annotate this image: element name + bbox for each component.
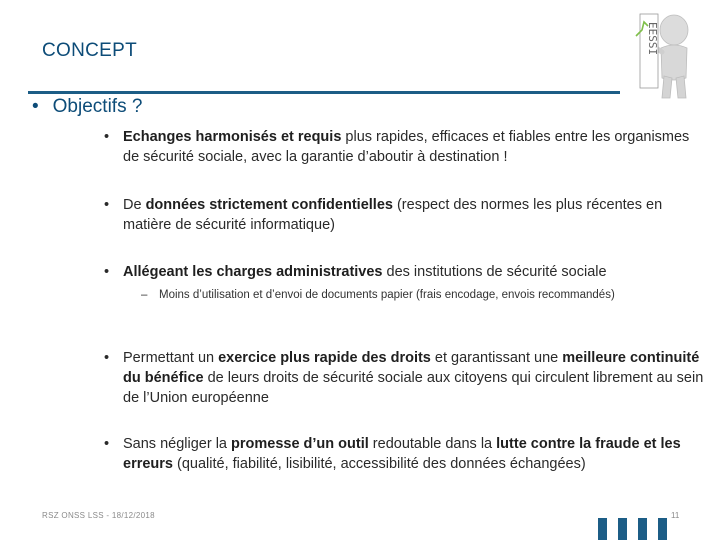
sub-item-text: Moins d’utilisation et d’envoi de documents papier (frais encodage, envois recommandés)	[159, 289, 615, 301]
item-bold: Allégeant les charges administratives	[123, 264, 383, 280]
bullet: •	[104, 264, 110, 280]
list-item	[104, 348, 704, 408]
item-text: plus rapides, efficaces et fiables entre les organismes de sécurité sociale, avec la garantie d’aboutir à destination !	[123, 129, 690, 165]
sign-board	[636, 14, 659, 88]
title-underline	[28, 91, 620, 94]
item-text: de leurs droits de sécurité sociale aux citoyens qui circulent librement au sein de l’Union européenne	[123, 370, 704, 406]
figure-holding-sign-illustration	[626, 8, 692, 104]
item-text: (qualité, fiabilité, lisibilité, accessibilité des données échangées)	[172, 456, 586, 472]
bullet: •	[104, 129, 110, 145]
item-bold: exercice plus rapide des droits	[218, 350, 431, 366]
item-text: des institutions de sécurité sociale	[382, 264, 607, 280]
item-bold: lutte contre la fraude et les erreurs	[123, 436, 681, 472]
sign-text: EESSI	[646, 22, 659, 56]
list-item	[104, 262, 704, 282]
bullet: •	[104, 350, 110, 366]
item-text: redoutable dans la	[368, 436, 497, 452]
item-text: et garantissant une	[430, 350, 563, 366]
item-bold: données strictement confidentielles	[145, 197, 393, 213]
item-text: Permettant un	[123, 350, 219, 366]
list-item	[104, 195, 704, 235]
item-bold: promesse d’un outil	[231, 436, 369, 452]
list-item	[104, 127, 704, 167]
heading-text: Objectifs ?	[52, 96, 143, 117]
page-title: CONCEPT	[42, 40, 137, 61]
bullet: •	[32, 96, 39, 117]
bullet: •	[104, 436, 110, 452]
item-text: De	[123, 197, 146, 213]
section-heading	[32, 96, 142, 118]
footer-source: RSZ ONSS LSS - 18/12/2018	[42, 511, 155, 520]
bullet: •	[104, 197, 110, 213]
item-bold: meilleure continuité du bénéfice	[123, 350, 700, 386]
list-item	[104, 434, 704, 474]
page-number: 11	[671, 511, 680, 520]
dash-bullet: –	[141, 289, 148, 301]
sub-list-item	[141, 287, 661, 303]
item-bold: Echanges harmonisés et requis	[123, 129, 342, 145]
item-text: Sans négliger la	[123, 436, 232, 452]
item-text: (respect des normes les plus récentes en matière de sécurité informatique)	[123, 197, 663, 233]
